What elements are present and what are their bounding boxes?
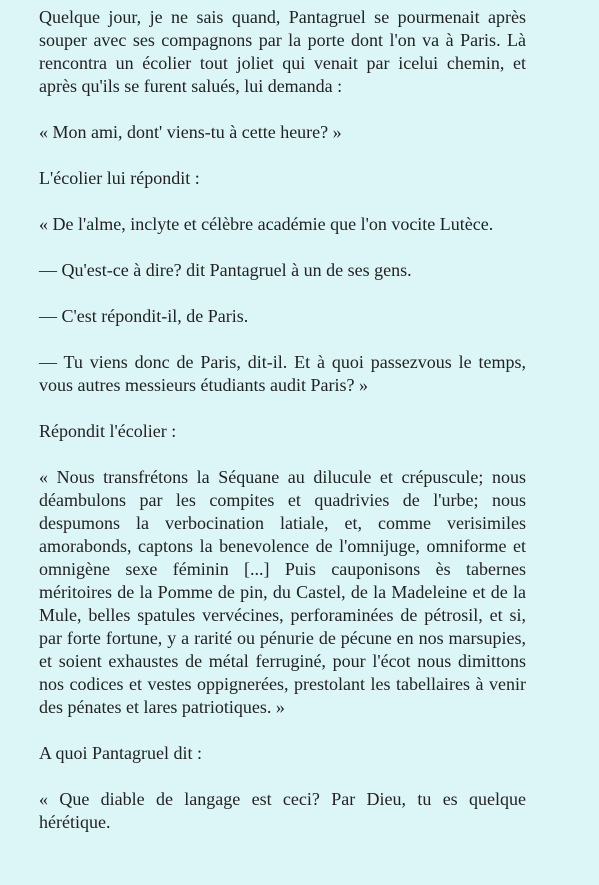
paragraph-6: — C'est répondit-il, de Paris. [39,306,249,326]
paragraph-1: Quelque jour, je ne sais quand, Pantagruel se pourmenait après souper avec ses compagnons par la porte dont l'on va à Paris. Là rencontra un écolier tout joliet qui venait par icelui chemin, et après qu'ils se furent salués, lui demanda : [39,7,526,96]
paragraph-11: « Que diable de langage est ceci? Par Dieu, tu es quelque hérétique. [39,789,526,832]
paragraph-2: « Mon ami, dont' viens-tu à cette heure? » [39,122,342,142]
paragraph-7: — Tu viens donc de Paris, dit-il. Et à quoi passezvous le temps, vous autres messieurs étudiants audit Paris? » [39,352,526,395]
paragraph-9: « Nous transfrétons la Séquane au dilucule et crépuscule; nous déambulons par les compites et quadrivies de l'urbe; nous despumons la verbocination latiale, et, comme verisimiles amorabonds, captons la benevolence de l'omnijuge, omniforme et omnigène sexe féminin [...] Puis cauponisons ès tabernes méritoires de la Pomme de pin, du Castel, de la Madeleine et de la Mule, belles spatules vervécines, perforaminées de pétrosil, et si, par forte fortune, y a rarité ou pénurie de pécune en nos marsupies, et soient exhaustes de métal ferruginé, pour l'écot nous dimittons nos codices et vestes oppignerées, prestolant les tabellaires à venir des pénates et lares patriotiques. » [39,467,526,717]
paragraph-5: — Qu'est-ce à dire? dit Pantagruel à un de ses gens. [39,260,412,280]
paragraph-10: A quoi Pantagruel dit : [39,743,202,763]
paragraph-8: Répondit l'écolier : [39,421,177,441]
paragraph-3: L'écolier lui répondit : [39,168,200,188]
paragraph-4: « De l'alme, inclyte et célèbre académie que l'on vocite Lutèce. [39,214,494,234]
